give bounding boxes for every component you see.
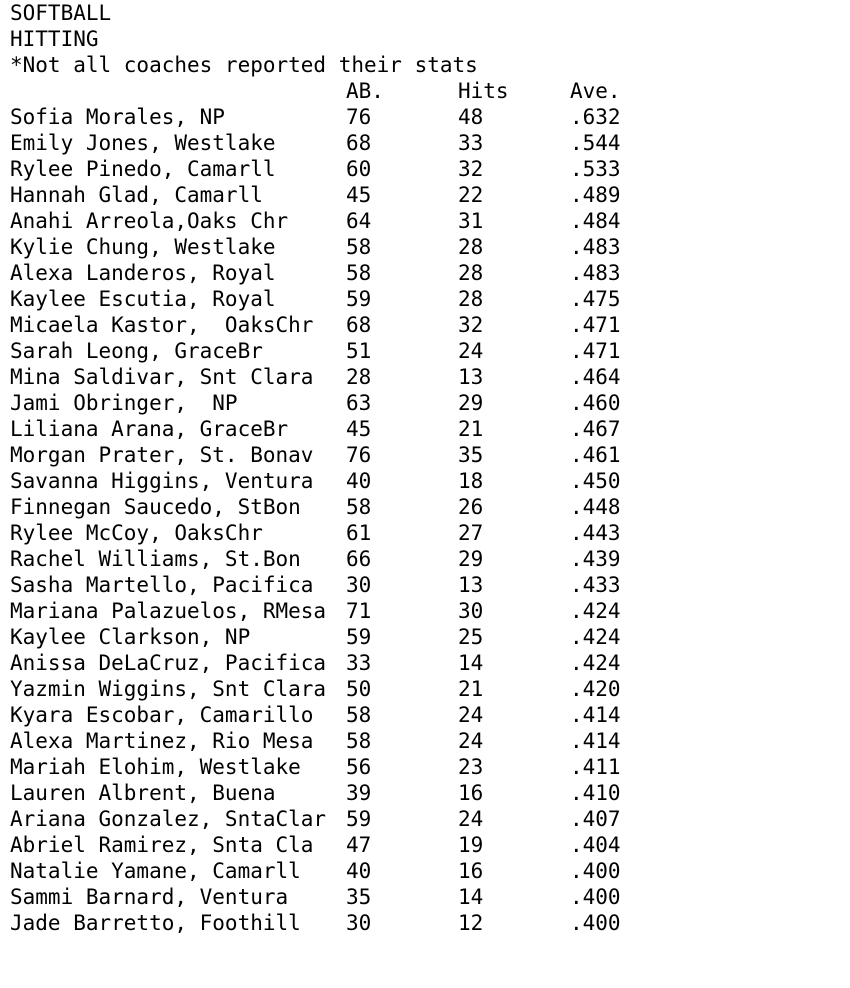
- hits-cell: 32: [458, 157, 484, 181]
- table-row: [10, 650, 840, 676]
- player-name-cell: Micaela Kastor, OaksChr: [10, 313, 314, 337]
- player-name-cell: Sarah Leong, GraceBr: [10, 339, 263, 363]
- player-name-cell: Sofia Morales, NP: [10, 105, 225, 129]
- hits-cell: 29: [458, 547, 484, 571]
- player-name-cell: Finnegan Saucedo, StBon: [10, 495, 301, 519]
- at-bats-cell: 40: [346, 469, 372, 493]
- table-row: [10, 156, 840, 182]
- column-header-ab: AB.: [346, 79, 384, 103]
- document: [10, 0, 840, 936]
- table-row: [10, 364, 840, 390]
- player-name-cell: Savanna Higgins, Ventura: [10, 469, 314, 493]
- hits-cell: 26: [458, 495, 484, 519]
- average-cell: .443: [570, 521, 621, 545]
- hits-cell: 12: [458, 911, 484, 935]
- average-cell: .439: [570, 547, 621, 571]
- table-row: [10, 520, 840, 546]
- hits-cell: 21: [458, 417, 484, 441]
- player-name-cell: Rachel Williams, St.Bon: [10, 547, 301, 571]
- at-bats-cell: 64: [346, 209, 372, 233]
- player-name-cell: Ariana Gonzalez, SntaClar: [10, 807, 327, 831]
- average-cell: .411: [570, 755, 621, 779]
- table-row: [10, 130, 840, 156]
- table-row: [10, 208, 840, 234]
- player-name-cell: Kyara Escobar, Camarillo: [10, 703, 314, 727]
- at-bats-cell: 58: [346, 495, 372, 519]
- column-header-ave: Ave.: [570, 79, 621, 103]
- player-name-cell: Natalie Yamane, Camarll: [10, 859, 301, 883]
- at-bats-cell: 59: [346, 807, 372, 831]
- average-cell: .424: [570, 599, 621, 623]
- average-cell: .433: [570, 573, 621, 597]
- player-name-cell: Mina Saldivar, Snt Clara: [10, 365, 314, 389]
- player-name-cell: Kylie Chung, Westlake: [10, 235, 276, 259]
- average-cell: .483: [570, 261, 621, 285]
- average-cell: .544: [570, 131, 621, 155]
- at-bats-cell: 76: [346, 105, 372, 129]
- table-header-row: [10, 78, 840, 104]
- player-name-cell: Lauren Albrent, Buena: [10, 781, 276, 805]
- player-name-cell: Emily Jones, Westlake: [10, 131, 276, 155]
- table-row: [10, 780, 840, 806]
- player-name-cell: Anissa DeLaCruz, Pacifica: [10, 651, 327, 675]
- player-name-cell: Rylee Pinedo, Camarll: [10, 157, 276, 181]
- table-row: [10, 494, 840, 520]
- table-row: [10, 910, 840, 936]
- at-bats-cell: 56: [346, 755, 372, 779]
- average-cell: .404: [570, 833, 621, 857]
- average-cell: .410: [570, 781, 621, 805]
- average-cell: .471: [570, 339, 621, 363]
- hits-cell: 18: [458, 469, 484, 493]
- table-row: [10, 442, 840, 468]
- average-cell: .533: [570, 157, 621, 181]
- table-row: [10, 754, 840, 780]
- document-subtitle: HITTING: [10, 27, 99, 51]
- at-bats-cell: 58: [346, 235, 372, 259]
- table-row: [10, 416, 840, 442]
- at-bats-cell: 39: [346, 781, 372, 805]
- average-cell: .489: [570, 183, 621, 207]
- table-row: [10, 676, 840, 702]
- player-name-cell: Anahi Arreola,Oaks Chr: [10, 209, 289, 233]
- table-row: [10, 884, 840, 910]
- player-name-cell: Jami Obringer, NP: [10, 391, 238, 415]
- hits-cell: 24: [458, 703, 484, 727]
- hits-cell: 21: [458, 677, 484, 701]
- average-cell: .460: [570, 391, 621, 415]
- at-bats-cell: 59: [346, 287, 372, 311]
- hits-cell: 19: [458, 833, 484, 857]
- at-bats-cell: 50: [346, 677, 372, 701]
- at-bats-cell: 71: [346, 599, 372, 623]
- hits-cell: 24: [458, 807, 484, 831]
- average-cell: .414: [570, 703, 621, 727]
- hits-cell: 14: [458, 651, 484, 675]
- hits-cell: 23: [458, 755, 484, 779]
- hits-cell: 28: [458, 235, 484, 259]
- at-bats-cell: 30: [346, 573, 372, 597]
- at-bats-cell: 47: [346, 833, 372, 857]
- at-bats-cell: 61: [346, 521, 372, 545]
- average-cell: .632: [570, 105, 621, 129]
- player-name-cell: Liliana Arana, GraceBr: [10, 417, 289, 441]
- average-cell: .467: [570, 417, 621, 441]
- player-name-cell: Hannah Glad, Camarll: [10, 183, 263, 207]
- hits-cell: 29: [458, 391, 484, 415]
- average-cell: .420: [570, 677, 621, 701]
- hits-cell: 28: [458, 261, 484, 285]
- average-cell: .483: [570, 235, 621, 259]
- at-bats-cell: 33: [346, 651, 372, 675]
- player-name-cell: Kaylee Escutia, Royal: [10, 287, 276, 311]
- average-cell: .407: [570, 807, 621, 831]
- table-row: [10, 728, 840, 754]
- average-cell: .424: [570, 651, 621, 675]
- hits-cell: 30: [458, 599, 484, 623]
- hits-cell: 14: [458, 885, 484, 909]
- average-cell: .461: [570, 443, 621, 467]
- average-cell: .450: [570, 469, 621, 493]
- player-name-cell: Jade Barretto, Foothill: [10, 911, 301, 935]
- table-row: [10, 338, 840, 364]
- player-name-cell: Alexa Landeros, Royal: [10, 261, 276, 285]
- hits-cell: 33: [458, 131, 484, 155]
- at-bats-cell: 45: [346, 417, 372, 441]
- player-name-cell: Morgan Prater, St. Bonav: [10, 443, 314, 467]
- hits-cell: 25: [458, 625, 484, 649]
- hits-cell: 48: [458, 105, 484, 129]
- table-row: [10, 312, 840, 338]
- player-name-cell: Rylee McCoy, OaksChr: [10, 521, 263, 545]
- hits-cell: 24: [458, 339, 484, 363]
- table-row: [10, 546, 840, 572]
- at-bats-cell: 68: [346, 313, 372, 337]
- table-row: [10, 390, 840, 416]
- at-bats-cell: 60: [346, 157, 372, 181]
- hits-cell: 28: [458, 287, 484, 311]
- at-bats-cell: 30: [346, 911, 372, 935]
- document-title: SOFTBALL: [10, 1, 112, 25]
- hits-cell: 35: [458, 443, 484, 467]
- average-cell: .424: [570, 625, 621, 649]
- table-row: [10, 624, 840, 650]
- hits-cell: 16: [458, 781, 484, 805]
- table-row: [10, 260, 840, 286]
- at-bats-cell: 51: [346, 339, 372, 363]
- at-bats-cell: 58: [346, 703, 372, 727]
- at-bats-cell: 28: [346, 365, 372, 389]
- hits-cell: 16: [458, 859, 484, 883]
- at-bats-cell: 45: [346, 183, 372, 207]
- hits-cell: 13: [458, 365, 484, 389]
- at-bats-cell: 35: [346, 885, 372, 909]
- player-name-cell: Abriel Ramirez, Snta Cla: [10, 833, 314, 857]
- at-bats-cell: 68: [346, 131, 372, 155]
- table-row: [10, 468, 840, 494]
- at-bats-cell: 58: [346, 261, 372, 285]
- at-bats-cell: 59: [346, 625, 372, 649]
- hits-cell: 22: [458, 183, 484, 207]
- table-row: [10, 806, 840, 832]
- table-row: [10, 286, 840, 312]
- hits-cell: 31: [458, 209, 484, 233]
- average-cell: .448: [570, 495, 621, 519]
- table-row: [10, 858, 840, 884]
- document-note: *Not all coaches reported their stats: [10, 53, 478, 77]
- player-name-cell: Kaylee Clarkson, NP: [10, 625, 251, 649]
- hits-cell: 13: [458, 573, 484, 597]
- average-cell: .414: [570, 729, 621, 753]
- average-cell: .464: [570, 365, 621, 389]
- player-name-cell: Alexa Martinez, Rio Mesa: [10, 729, 314, 753]
- stats-table-body: [10, 104, 840, 936]
- average-cell: .471: [570, 313, 621, 337]
- hits-cell: 24: [458, 729, 484, 753]
- average-cell: .400: [570, 911, 621, 935]
- at-bats-cell: 66: [346, 547, 372, 571]
- table-row: [10, 182, 840, 208]
- average-cell: .475: [570, 287, 621, 311]
- player-name-cell: Mariana Palazuelos, RMesa: [10, 599, 327, 623]
- average-cell: .400: [570, 859, 621, 883]
- table-row: [10, 598, 840, 624]
- at-bats-cell: 40: [346, 859, 372, 883]
- at-bats-cell: 58: [346, 729, 372, 753]
- average-cell: .400: [570, 885, 621, 909]
- player-name-cell: Sammi Barnard, Ventura: [10, 885, 289, 909]
- table-row: [10, 832, 840, 858]
- average-cell: .484: [570, 209, 621, 233]
- column-header-hits: Hits: [458, 79, 509, 103]
- table-row: [10, 702, 840, 728]
- hits-cell: 32: [458, 313, 484, 337]
- at-bats-cell: 76: [346, 443, 372, 467]
- table-row: [10, 104, 840, 130]
- player-name-cell: Yazmin Wiggins, Snt Clara: [10, 677, 327, 701]
- at-bats-cell: 63: [346, 391, 372, 415]
- table-row: [10, 234, 840, 260]
- player-name-cell: Mariah Elohim, Westlake: [10, 755, 301, 779]
- player-name-cell: Sasha Martello, Pacifica: [10, 573, 314, 597]
- hits-cell: 27: [458, 521, 484, 545]
- table-row: [10, 572, 840, 598]
